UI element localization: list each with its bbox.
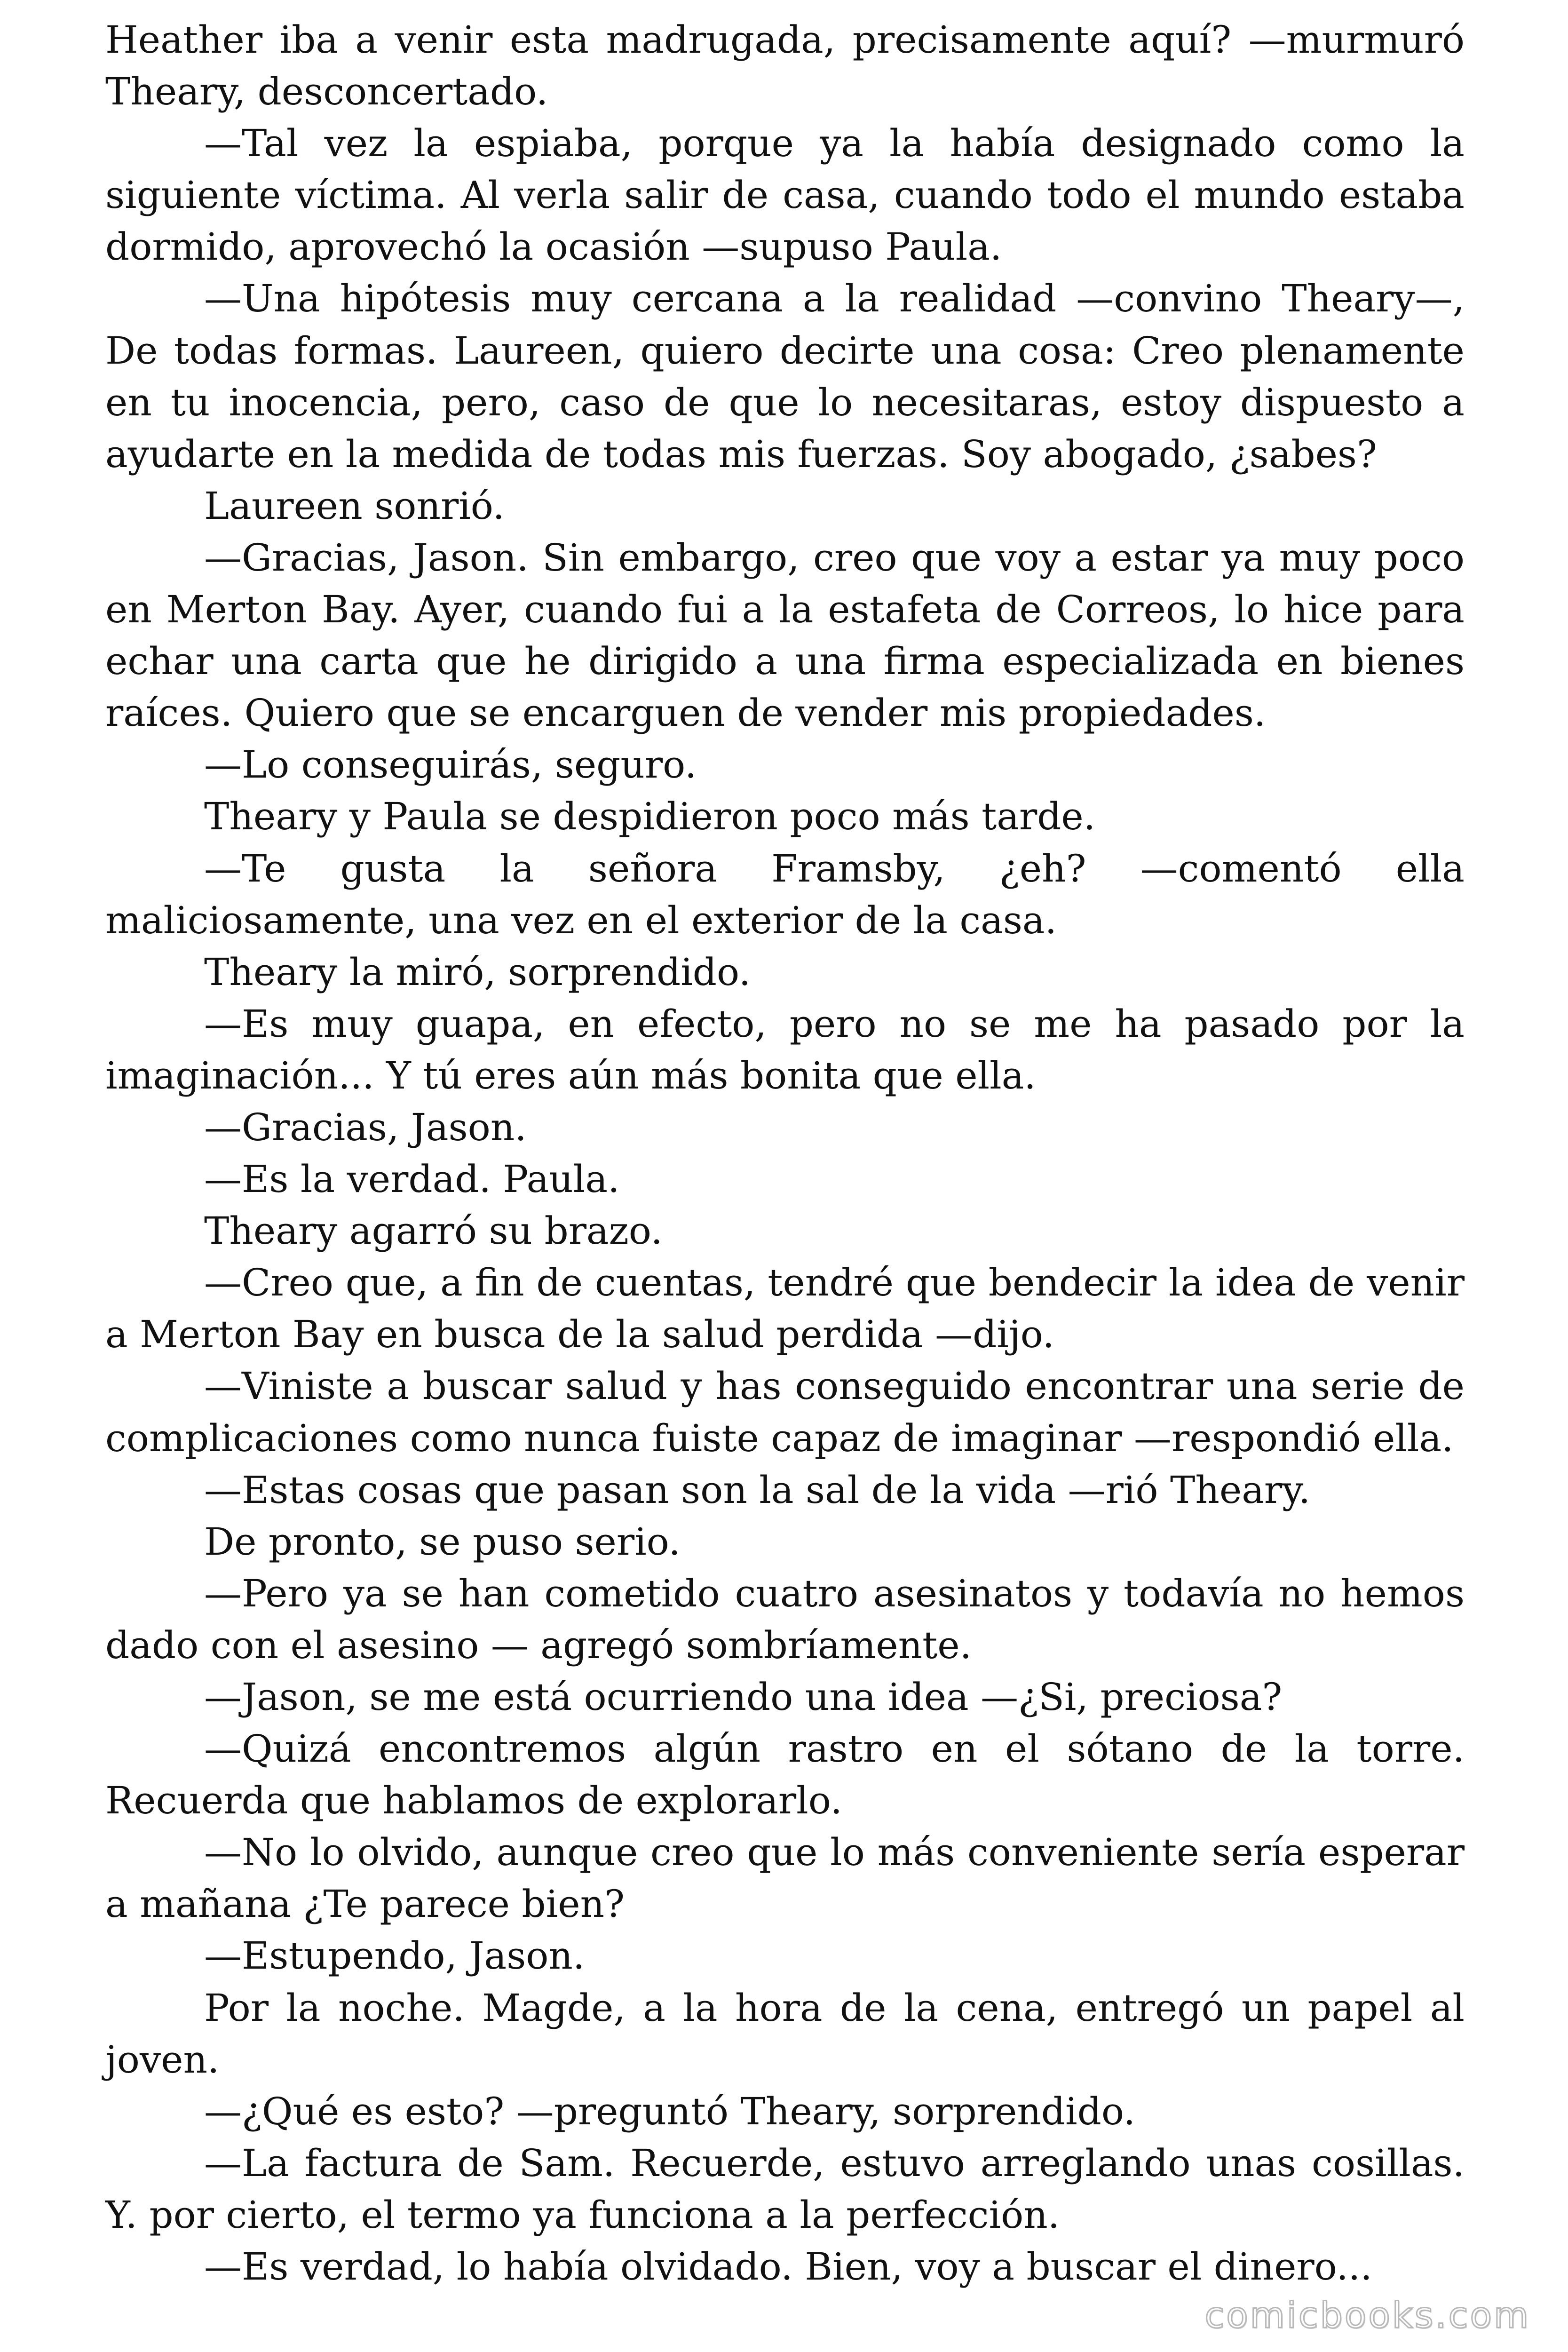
paragraph: —Lo conseguirás, seguro. <box>204 743 697 787</box>
paragraph: —Gracias, Jason. <box>204 1105 527 1149</box>
paragraph: —¿Qué es esto? —preguntó Theary, sorprendido. <box>204 2089 1135 2133</box>
paragraph: —Tal vez la espiaba, porque ya la había designado como la siguiente víctima. Al verla salir de casa, cuando todo el mundo estaba dormido, aprovechó la ocasión —supuso Paula. <box>105 121 1465 269</box>
paragraph: —Quizá encontremos algún rastro en el sótano de la torre. Recuerda que hablamos de explorarlo. <box>105 1727 1465 1823</box>
paragraph: —No lo olvido, aunque creo que lo más conveniente sería esperar a mañana ¿Te parece bien? <box>105 1830 1465 1926</box>
paragraph: Theary la miró, sorprendido. <box>204 950 751 994</box>
watermark: comicbooks.com <box>1204 2294 1530 2336</box>
paragraph: —Pero ya se han cometido cuatro asesinatos y todavía no hemos dado con el asesino — agregó sombríamente. <box>105 1571 1465 1667</box>
paragraph: —La factura de Sam. Recuerde, estuvo arreglando unas cosillas. Y. por cierto, el termo ya funciona a la perfección. <box>105 2141 1465 2237</box>
paragraph: Laureen sonrió. <box>204 484 505 528</box>
paragraph: —Es verdad, lo había olvidado. Bien, voy a buscar el dinero... <box>204 2245 1372 2289</box>
paragraph: —Una hipótesis muy cercana a la realidad —convino Theary—, De todas formas. Laureen, quiero decirte una cosa: Creo plenamente en tu inocencia, pero, caso de que lo necesitaras, estoy dispuesto a ayudarte en la medida de todas mis fuerzas. Soy abogado, ¿sabes? <box>105 277 1465 476</box>
paragraph: Theary agarró su brazo. <box>204 1209 663 1253</box>
paragraph: —Estupendo, Jason. <box>204 1934 585 1978</box>
paragraph: Theary y Paula se despidieron poco más tarde. <box>204 795 1096 839</box>
paragraph: —Es muy guapa, en efecto, pero no se me ha pasado por la imaginación... Y tú eres aún más bonita que ella. <box>105 1001 1465 1097</box>
paragraph: —Es la verdad. Paula. <box>204 1157 620 1201</box>
paragraph: —Jason, se me está ocurriendo una idea —¿Si, preciosa? <box>204 1675 1283 1719</box>
paragraph: —Creo que, a fin de cuentas, tendré que bendecir la idea de venir a Merton Bay en busca de la salud perdida —dijo. <box>105 1261 1465 1357</box>
paragraph: —Viniste a buscar salud y has conseguido encontrar una serie de complicaciones como nunca fuiste capaz de imaginar —respondió ella. <box>105 1364 1465 1460</box>
paragraph: —Te gusta la señora Framsby, ¿eh? —comentó ella maliciosamente, una vez en el exterior de la casa. <box>105 846 1465 942</box>
paragraph: De pronto, se puso serio. <box>204 1519 681 1564</box>
document-page <box>105 14 1465 2293</box>
paragraph: Por la noche. Magde, a la hora de la cena, entregó un papel al joven. <box>105 1986 1465 2082</box>
paragraph: —Gracias, Jason. Sin embargo, creo que voy a estar ya muy poco en Merton Bay. Ayer, cuando fui a la estafeta de Correos, lo hice para echar una carta que he dirigido a una firma especializada en bienes raíces. Quiero que se encarguen de vender mis propiedades. <box>105 535 1465 735</box>
paragraph: —Estas cosas que pasan son la sal de la vida —rió Theary. <box>204 1468 1311 1512</box>
paragraph: Heather iba a venir esta madrugada, precisamente aquí? —murmuró Theary, desconcertado. <box>105 18 1465 114</box>
